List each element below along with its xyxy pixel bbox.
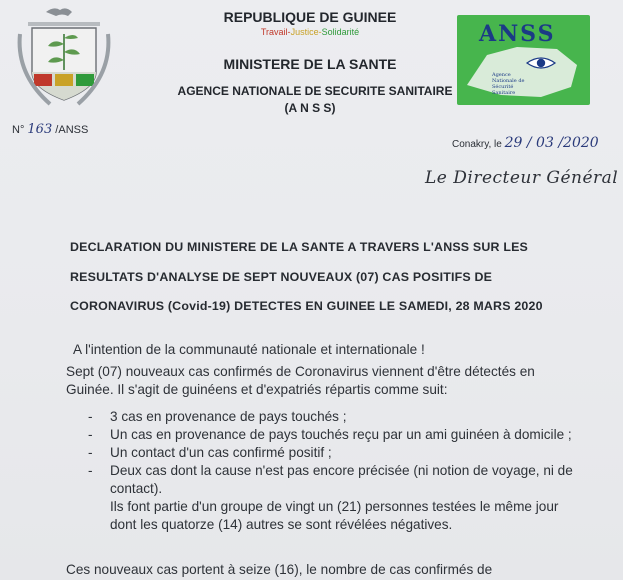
- republic-heading: REPUBLIQUE DE GUINEE: [223, 9, 397, 25]
- motto-solidarite: Solidarité: [321, 27, 360, 37]
- list-item-text: Deux cas dont la cause n'est pas encore précisée (ni notion de voyage, ni de contact).: [110, 463, 573, 496]
- list-continuation: [66, 498, 586, 534]
- anss-logo: [457, 15, 590, 105]
- paragraph-2: Ces nouveaux cas portent à seize (16), le nombre de cas confirmés de: [66, 562, 493, 577]
- intro-text: A l'intention de la communauté nationale et internationale !: [73, 342, 425, 357]
- motto-travail: Travail-: [260, 27, 291, 37]
- ministry-heading: MINISTERE DE LA SANTE: [223, 56, 397, 72]
- list-item: [66, 444, 586, 462]
- date-place: Conakry, le: [452, 139, 502, 150]
- anss-logo-text: ANSS: [479, 21, 556, 47]
- agency-acronym: (A N S S): [284, 101, 336, 115]
- list-item: [66, 462, 586, 498]
- list-dash: -: [88, 427, 93, 442]
- signatory-title: Le Directeur Général: [425, 168, 619, 188]
- reference-number: [12, 122, 88, 137]
- anss-logo-subtext: Agence Nationale de Sécurité Sanitaire: [492, 72, 525, 96]
- list-item-text: 3 cas en provenance de pays touchés ;: [110, 409, 347, 424]
- agency-heading: AGENCE NATIONALE DE SECURITE SANITAIRE: [177, 84, 453, 98]
- list-item-text: Un contact d'un cas confirmé positif ;: [110, 445, 332, 460]
- title-line-3: CORONAVIRUS (Covid-19) DETECTES EN GUINEE LE SAMEDI, 28 MARS 2020: [70, 299, 543, 313]
- reference-suffix: /ANSS: [55, 124, 89, 136]
- cases-list: [66, 408, 586, 534]
- list-item-text: Un cas en provenance de pays touchés reçu par un ami guinéen à domicile ;: [110, 427, 572, 442]
- national-motto: [200, 27, 420, 37]
- reference-handwritten: 163: [27, 122, 53, 137]
- list-dash: -: [88, 409, 93, 424]
- coat-of-arms-seal: [14, 4, 114, 112]
- title-line-2: RESULTATS D'ANALYSE DE SEPT NOUVEAUX (07) CAS POSITIFS DE: [70, 270, 493, 284]
- list-item: [66, 408, 586, 426]
- list-dash: -: [88, 445, 93, 460]
- reference-prefix: N°: [12, 124, 25, 136]
- date-handwritten: 29 / 03 /2020: [504, 135, 599, 151]
- date-line: [452, 135, 599, 151]
- continuation-text: Ils font partie d'un groupe de vingt un (21) personnes testées le même jour dont les quatorze (14) autres se sont révélées négatives.: [110, 499, 559, 532]
- list-dash: -: [88, 463, 93, 478]
- paragraph-1: Sept (07) nouveaux cas confirmés de Coronavirus viennent d'être détectés en Guinée. Il s'agit de guinéens et d'expatriés répartis comme suit:: [66, 364, 535, 397]
- title-line-1: DECLARATION DU MINISTERE DE LA SANTE A TRAVERS L'ANSS SUR LES: [70, 240, 529, 254]
- list-item: [66, 426, 586, 444]
- motto-justice: Justice-: [290, 27, 322, 37]
